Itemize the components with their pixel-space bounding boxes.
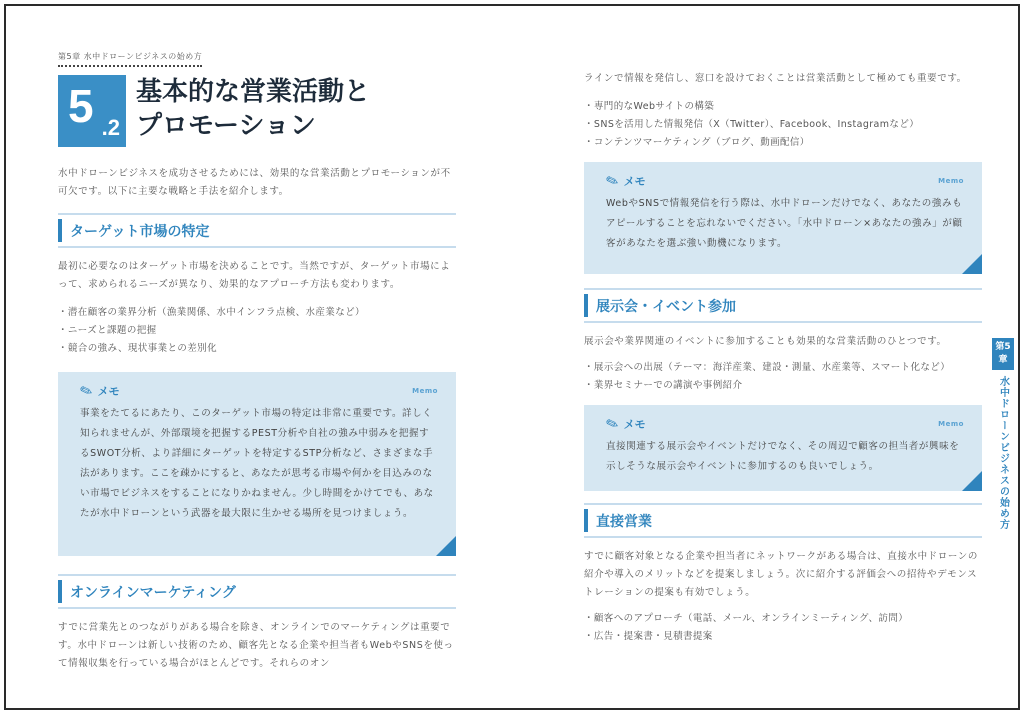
pencil-icon: ✎ [603, 413, 622, 435]
memo-corner-mark [436, 536, 456, 556]
intro-paragraph: 水中ドローンビジネスを成功させるためには、効果的な営業活動とプロモーションが不可欠です。以下に主要な戦略と手法を紹介します。 [58, 168, 451, 197]
memo-box [584, 405, 982, 491]
memo-text: WebやSNSで情報発信を行う際は、水中ドローンだけでなく、あなたの強みもアピールすることを忘れないでください。「水中ドローン×あなたの強み」が顧客があなたを選ぶ強い動機になります。 [606, 198, 963, 249]
list-item: ・顧客へのアプローチ（電話、メール、オンラインミーティング、訪問） [584, 613, 909, 624]
left-page [58, 44, 456, 673]
pencil-icon: ✎ [77, 380, 96, 402]
direct-sales-bullets [584, 610, 982, 646]
memo-header [603, 413, 964, 435]
right-page [584, 70, 982, 646]
exhibition-paragraph: 展示会や業界関連のイベントに参加することも効果的な営業活動のひとつです。 [584, 336, 947, 347]
memo-box [58, 372, 456, 556]
list-item: ・広告・提案書・見積書提案 [584, 631, 713, 642]
list-item: ・展示会への出展（テーマ：海洋産業、建設・測量、水産業等、スマート化など） [584, 362, 951, 373]
memo-text: 事業をたてるにあたり、このターゲット市場の特定は非常に重要です。詳しく知られませんが、外部環境を把握するPEST分析や自社の強み中弱みを把握するSWOT分析、より詳細にターゲットを特定するSTP分析など、さまざまな手法があります。ここを疎かにすると、あなたが思考る市場や何かを目込みのない市場でビジネスをすることになりかねません。少し時間をかけてでも、あなたが水中ドローンという武器を最大限に生かせる場所を見つけましょう。 [80, 408, 434, 519]
section-title-row [58, 75, 456, 147]
section-number-main: 5 [68, 80, 94, 132]
target-market-paragraph: 最初に必要なのはターゲット市場を決めることです。当然ですが、ターゲット市場によって、求められるニーズが異なり、効果的なアプローチ方法も変わります。 [58, 261, 451, 290]
list-item: ・SNSを活用した情報発信（X（Twitter）、Facebook、Instagramなど） [584, 119, 920, 130]
section-title-line2: プロモーション [136, 111, 316, 141]
memo-label-en: Memo [938, 420, 964, 428]
exhibition-bullets [584, 359, 982, 395]
memo-corner-mark [962, 254, 982, 274]
online-bullets [584, 98, 982, 152]
heading-online-marketing: オンラインマーケティング [58, 574, 456, 609]
memo-corner-mark [962, 471, 982, 491]
direct-sales-paragraph: すでに顧客対象となる企業や担当者にネットワークがある場合は、直接水中ドローンの紹介や導入のメリットなどを提案しましょう。次に紹介する評価会への招待やデモンストレーションの提案も有効でしょう。 [584, 551, 978, 598]
list-item: ・専門的なWebサイトの構築 [584, 101, 715, 112]
memo-header [603, 170, 964, 192]
heading-target-market: ターゲット市場の特定 [58, 213, 456, 248]
list-item: ・競合の強み、現状事業との差別化 [58, 343, 217, 354]
online-marketing-paragraph: すでに営業先とのつながりがある場合を除き、オンラインでのマーケティングは重要です。水中ドローンは新しい技術のため、顧客先となる企業や担当者もWebやSNSを使って情報収集を行っている場合がほとんどです。それらのオン [58, 622, 454, 669]
memo-title-text: メモ [97, 385, 120, 398]
list-item: ・業界セミナーでの講演や事例紹介 [584, 380, 743, 391]
memo-box [584, 162, 982, 274]
memo-title [603, 170, 646, 192]
list-item: ・潜在顧客の業界分析（漁業関係、水中インフラ点検、水産業など） [58, 307, 365, 318]
memo-title-text: メモ [623, 418, 646, 431]
chapter-title-vertical: 水中ドローンビジネスの始め方 [997, 376, 1009, 530]
memo-text: 直接関連する展示会やイベントだけでなく、その周辺で顧客の担当者が興味を示しそうな展示会やイベントに参加するのも良いでしょう。 [606, 441, 960, 472]
memo-header [77, 380, 438, 402]
document-frame [4, 4, 1020, 710]
heading-direct-sales: 直接営業 [584, 503, 982, 538]
list-item: ・コンテンツマーケティング（ブログ、動画配信） [584, 137, 810, 148]
pencil-icon: ✎ [603, 170, 622, 192]
memo-label-en: Memo [938, 177, 964, 185]
section-number-badge [58, 75, 126, 147]
memo-title [603, 413, 646, 435]
section-number-sub: .2 [101, 115, 120, 140]
chapter-label: 第5章 [992, 338, 1014, 370]
section-title-line1: 基本的な営業活動と [136, 77, 371, 107]
memo-title [77, 380, 120, 402]
target-market-bullets [58, 304, 456, 358]
running-header: 第5章 水中ドローンビジネスの始め方 [58, 51, 202, 67]
list-item: ・ニーズと課題の把握 [58, 325, 157, 336]
section-title [136, 75, 370, 143]
memo-label-en: Memo [412, 387, 438, 395]
memo-title-text: メモ [623, 175, 646, 188]
heading-exhibition: 展示会・イベント参加 [584, 288, 982, 323]
continuation-paragraph: ラインで情報を発信し、窓口を設けておくことは営業活動として極めても重要です。 [584, 73, 967, 84]
chapter-side-tab [992, 338, 1014, 530]
